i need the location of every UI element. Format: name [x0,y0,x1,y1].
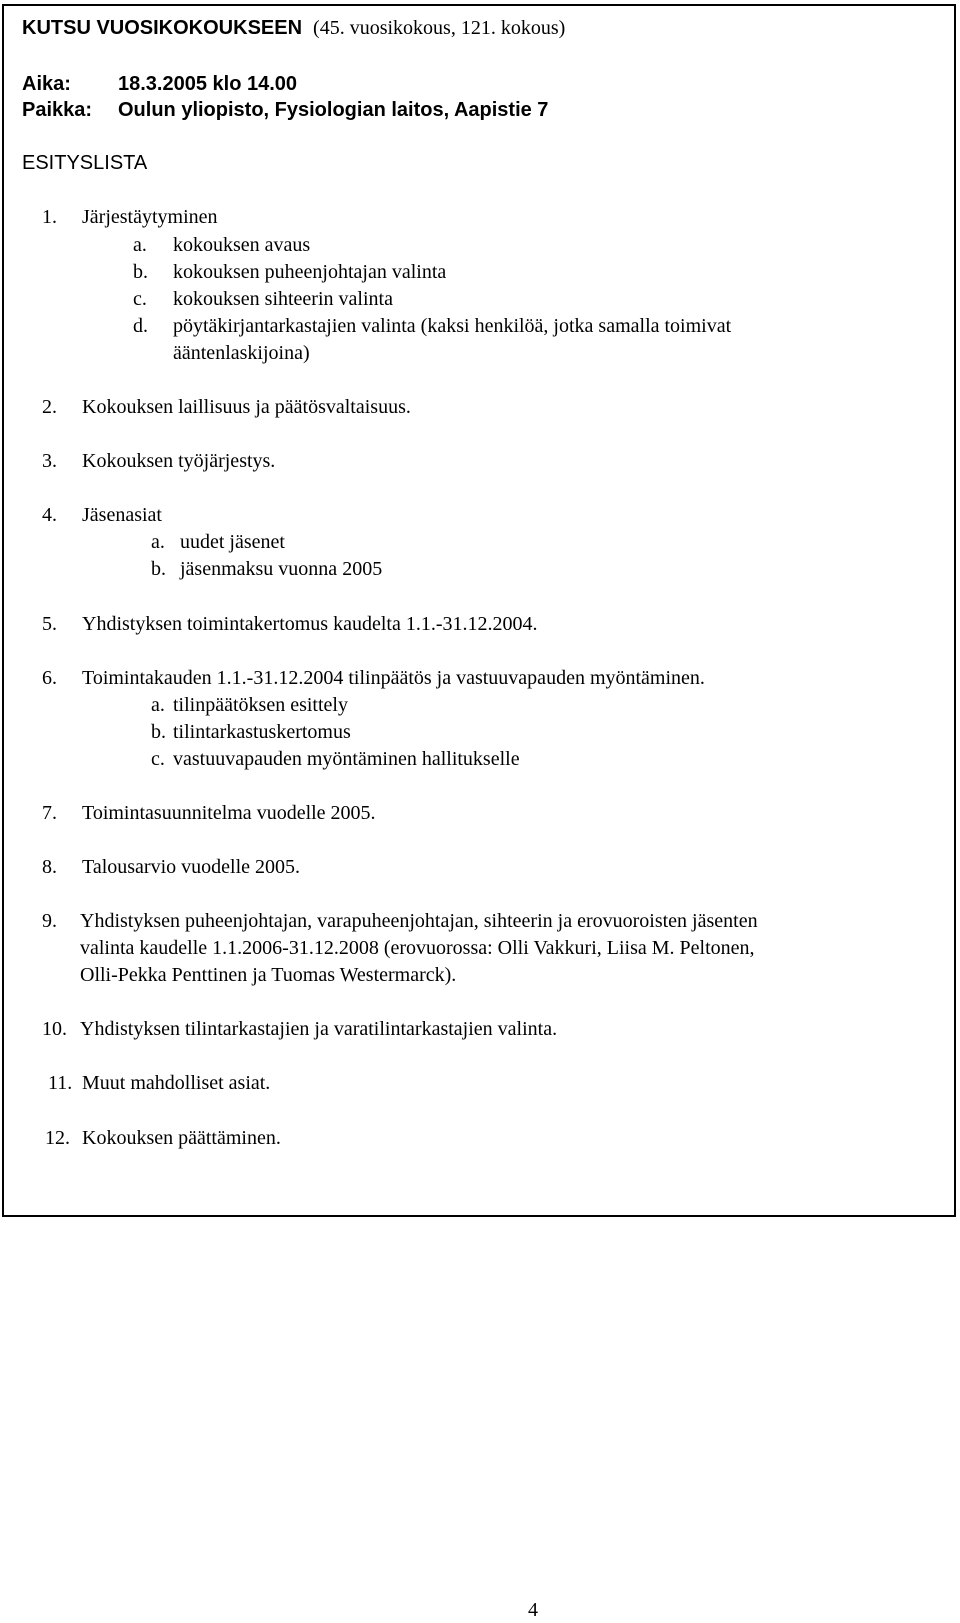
item-number: 12. [45,1127,70,1149]
sub-text: tilintarkastuskertomus [173,721,351,743]
sub-text: vastuuvapauden myöntäminen hallitukselle [173,748,520,770]
sub-text: jäsenmaksu vuonna 2005 [180,558,383,580]
sub-letter: a. [133,234,147,256]
sub-letter: c. [151,748,165,770]
sub-text: kokouksen sihteerin valinta [173,288,393,310]
item-text: Järjestäytyminen [82,206,218,228]
item-text: Kokouksen laillisuus ja päätösvaltaisuus. [82,396,411,418]
sub-letter: a. [151,694,165,716]
sub-text: uudet jäsenet [180,531,285,553]
document-title [22,18,565,38]
agenda-heading: ESITYSLISTA [22,152,148,174]
title-rest: (45. vuosikokous, 121. kokous) [313,17,566,39]
sub-text: pöytäkirjantarkastajien valinta (kaksi henkilöä, jotka samalla toimivat [173,315,732,337]
title-bold: KUTSU VUOSIKOKOUKSEEN [22,17,303,39]
place-label: Paikka: [22,99,93,121]
item-text: Kokouksen päättäminen. [82,1127,281,1149]
item-text: Jäsenasiat [82,504,162,526]
item-text: Muut mahdolliset asiat. [82,1072,271,1094]
time-label: Aika: [22,73,71,95]
item-text: Yhdistyksen tilintarkastajien ja varatilintarkastajien valinta. [80,1018,558,1040]
sub-letter: b. [151,721,166,743]
sub-text: ääntenlaskijoina) [173,342,310,364]
sub-letter: c. [133,288,147,310]
item-number: 5. [42,613,57,635]
item-text: Kokouksen työjärjestys. [82,450,276,472]
sub-text: kokouksen avaus [173,234,311,256]
sub-letter: d. [133,315,148,337]
sub-letter: b. [133,261,148,283]
sub-text: kokouksen puheenjohtajan valinta [173,261,447,283]
item-text: Talousarvio vuodelle 2005. [82,856,300,878]
place-value: Oulun yliopisto, Fysiologian laitos, Aapistie 7 [118,99,549,121]
sub-letter: b. [151,558,166,580]
item-text: Olli-Pekka Penttinen ja Tuomas Westermarck). [80,964,457,986]
item-number: 11. [48,1072,73,1094]
sub-text: tilinpäätöksen esittely [173,694,348,716]
item-text: Toimintakauden 1.1.-31.12.2004 tilinpäätös ja vastuuvapauden myöntäminen. [82,667,705,689]
item-text: Toimintasuunnitelma vuodelle 2005. [82,802,376,824]
page-number: 4 [528,1599,538,1621]
item-number: 4. [42,504,57,526]
item-text: Yhdistyksen puheenjohtajan, varapuheenjohtajan, sihteerin ja erovuoroisten jäsenten [80,910,758,932]
item-number: 10. [42,1018,67,1040]
item-number: 9. [42,910,57,932]
sub-letter: a. [151,531,165,553]
item-number: 8. [42,856,57,878]
item-number: 3. [42,450,57,472]
item-number: 7. [42,802,57,824]
time-value: 18.3.2005 klo 14.00 [118,73,298,95]
item-text: valinta kaudelle 1.1.2006-31.12.2008 (erovuorossa: Olli Vakkuri, Liisa M. Peltonen, [80,937,755,959]
item-text: Yhdistyksen toimintakertomus kaudelta 1.1.-31.12.2004. [82,613,538,635]
item-number: 1. [42,206,57,228]
item-number: 2. [42,396,57,418]
item-number: 6. [42,667,57,689]
